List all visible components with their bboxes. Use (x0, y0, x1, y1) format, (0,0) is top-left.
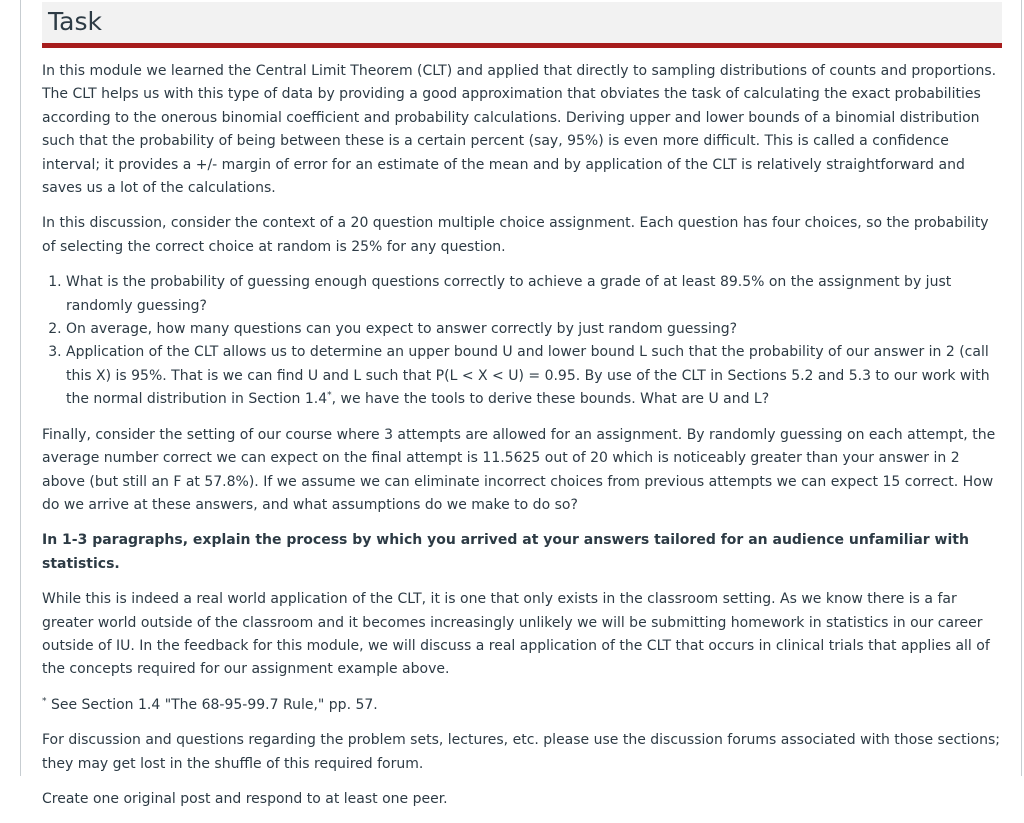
question-1: 1. What is the probability of guessing enough questions correctly to achieve a grade of at least 89.5% on the assignment by just randomly guessing? (66, 271, 1004, 318)
footnote-text: See Section 1.4 "The 68-95-99.7 Rule," pp. 57. (46, 696, 378, 713)
instruction-paragraph: In 1-3 paragraphs, explain the process by which you arrived at your answers tailored for an audience unfamiliar with statistics. (42, 532, 969, 572)
footnote-mark: * (42, 696, 47, 707)
real-world-paragraph: While this is indeed a real world application of the CLT, it is one that only exists in the classroom setting. As we know there is a far greater world outside of the classroom and it becomes increasingly unlikely we will be submitting homework in statistics in our career outside of IU. In the feedback for this module, we will discuss a real application of the CLT that occurs in clinical trials that applies all of the concepts required for our assignment example above. (42, 591, 990, 678)
intro-paragraph: In this module we learned the Central Limit Theorem (CLT) and applied that directly to sampling distributions of counts and proportions. The CLT helps us with this type of data by providing a good approximation that obviates the task of calculating the exact probabilities according to the onerous binomial coefficient and probability calculations. Deriving upper and lower bounds of a binomial distribution such that the probability of being between these is a certain percent (say, 95%) is even more difficult. This is called a confidence interval; it provides a +/- margin of error for an estimate of the mean and by application of the CLT is relatively straightforward and saves us a lot of the calculations. (42, 63, 997, 197)
task-header (42, 2, 1002, 48)
forums-paragraph: For discussion and questions regarding the problem sets, lectures, etc. please use the discussion forums associated with those sections; they may get lost in the shuffle of this required forum. (42, 732, 1000, 772)
page-title: Task (48, 7, 102, 36)
question-3-tail: , we have the tools to derive these bounds. What are U and L? (331, 391, 770, 408)
question-list (42, 271, 1004, 411)
footnote-paragraph (42, 694, 1004, 717)
question-2: 2. On average, how many questions can you expect to answer correctly by just random guessing? (66, 318, 1004, 341)
footnote-ref: * (327, 390, 332, 401)
task-content (42, 60, 1004, 823)
question-3 (66, 341, 1004, 411)
post-instruction-paragraph: Create one original post and respond to at least one peer. (42, 790, 448, 807)
question-3-text: Application of the CLT allows us to determine an upper bound U and lower bound L such that the probability of our answer in 2 (call this X) is 95%. That is we can find U and L such that P(L < X < U) = 0.95. By use of the CLT in Sections 5.2 and 5.3 to our work with the normal distribution in Section 1.4 (66, 344, 990, 408)
context-paragraph: In this discussion, consider the context of a 20 question multiple choice assignment. Each question has four choices, so the probability of selecting the correct choice at random is 25% for any question. (42, 215, 989, 255)
finally-paragraph: Finally, consider the setting of our course where 3 attempts are allowed for an assignment. By randomly guessing on each attempt, the average number correct we can expect on the final attempt is 11.5625 out of 20 which is noticeably greater than your answer in 2 above (but still an F at 57.8%). If we assume we can eliminate incorrect choices from previous attempts we can expect 15 correct. How do we arrive at these answers, and what assumptions do we make to do so? (42, 426, 996, 513)
